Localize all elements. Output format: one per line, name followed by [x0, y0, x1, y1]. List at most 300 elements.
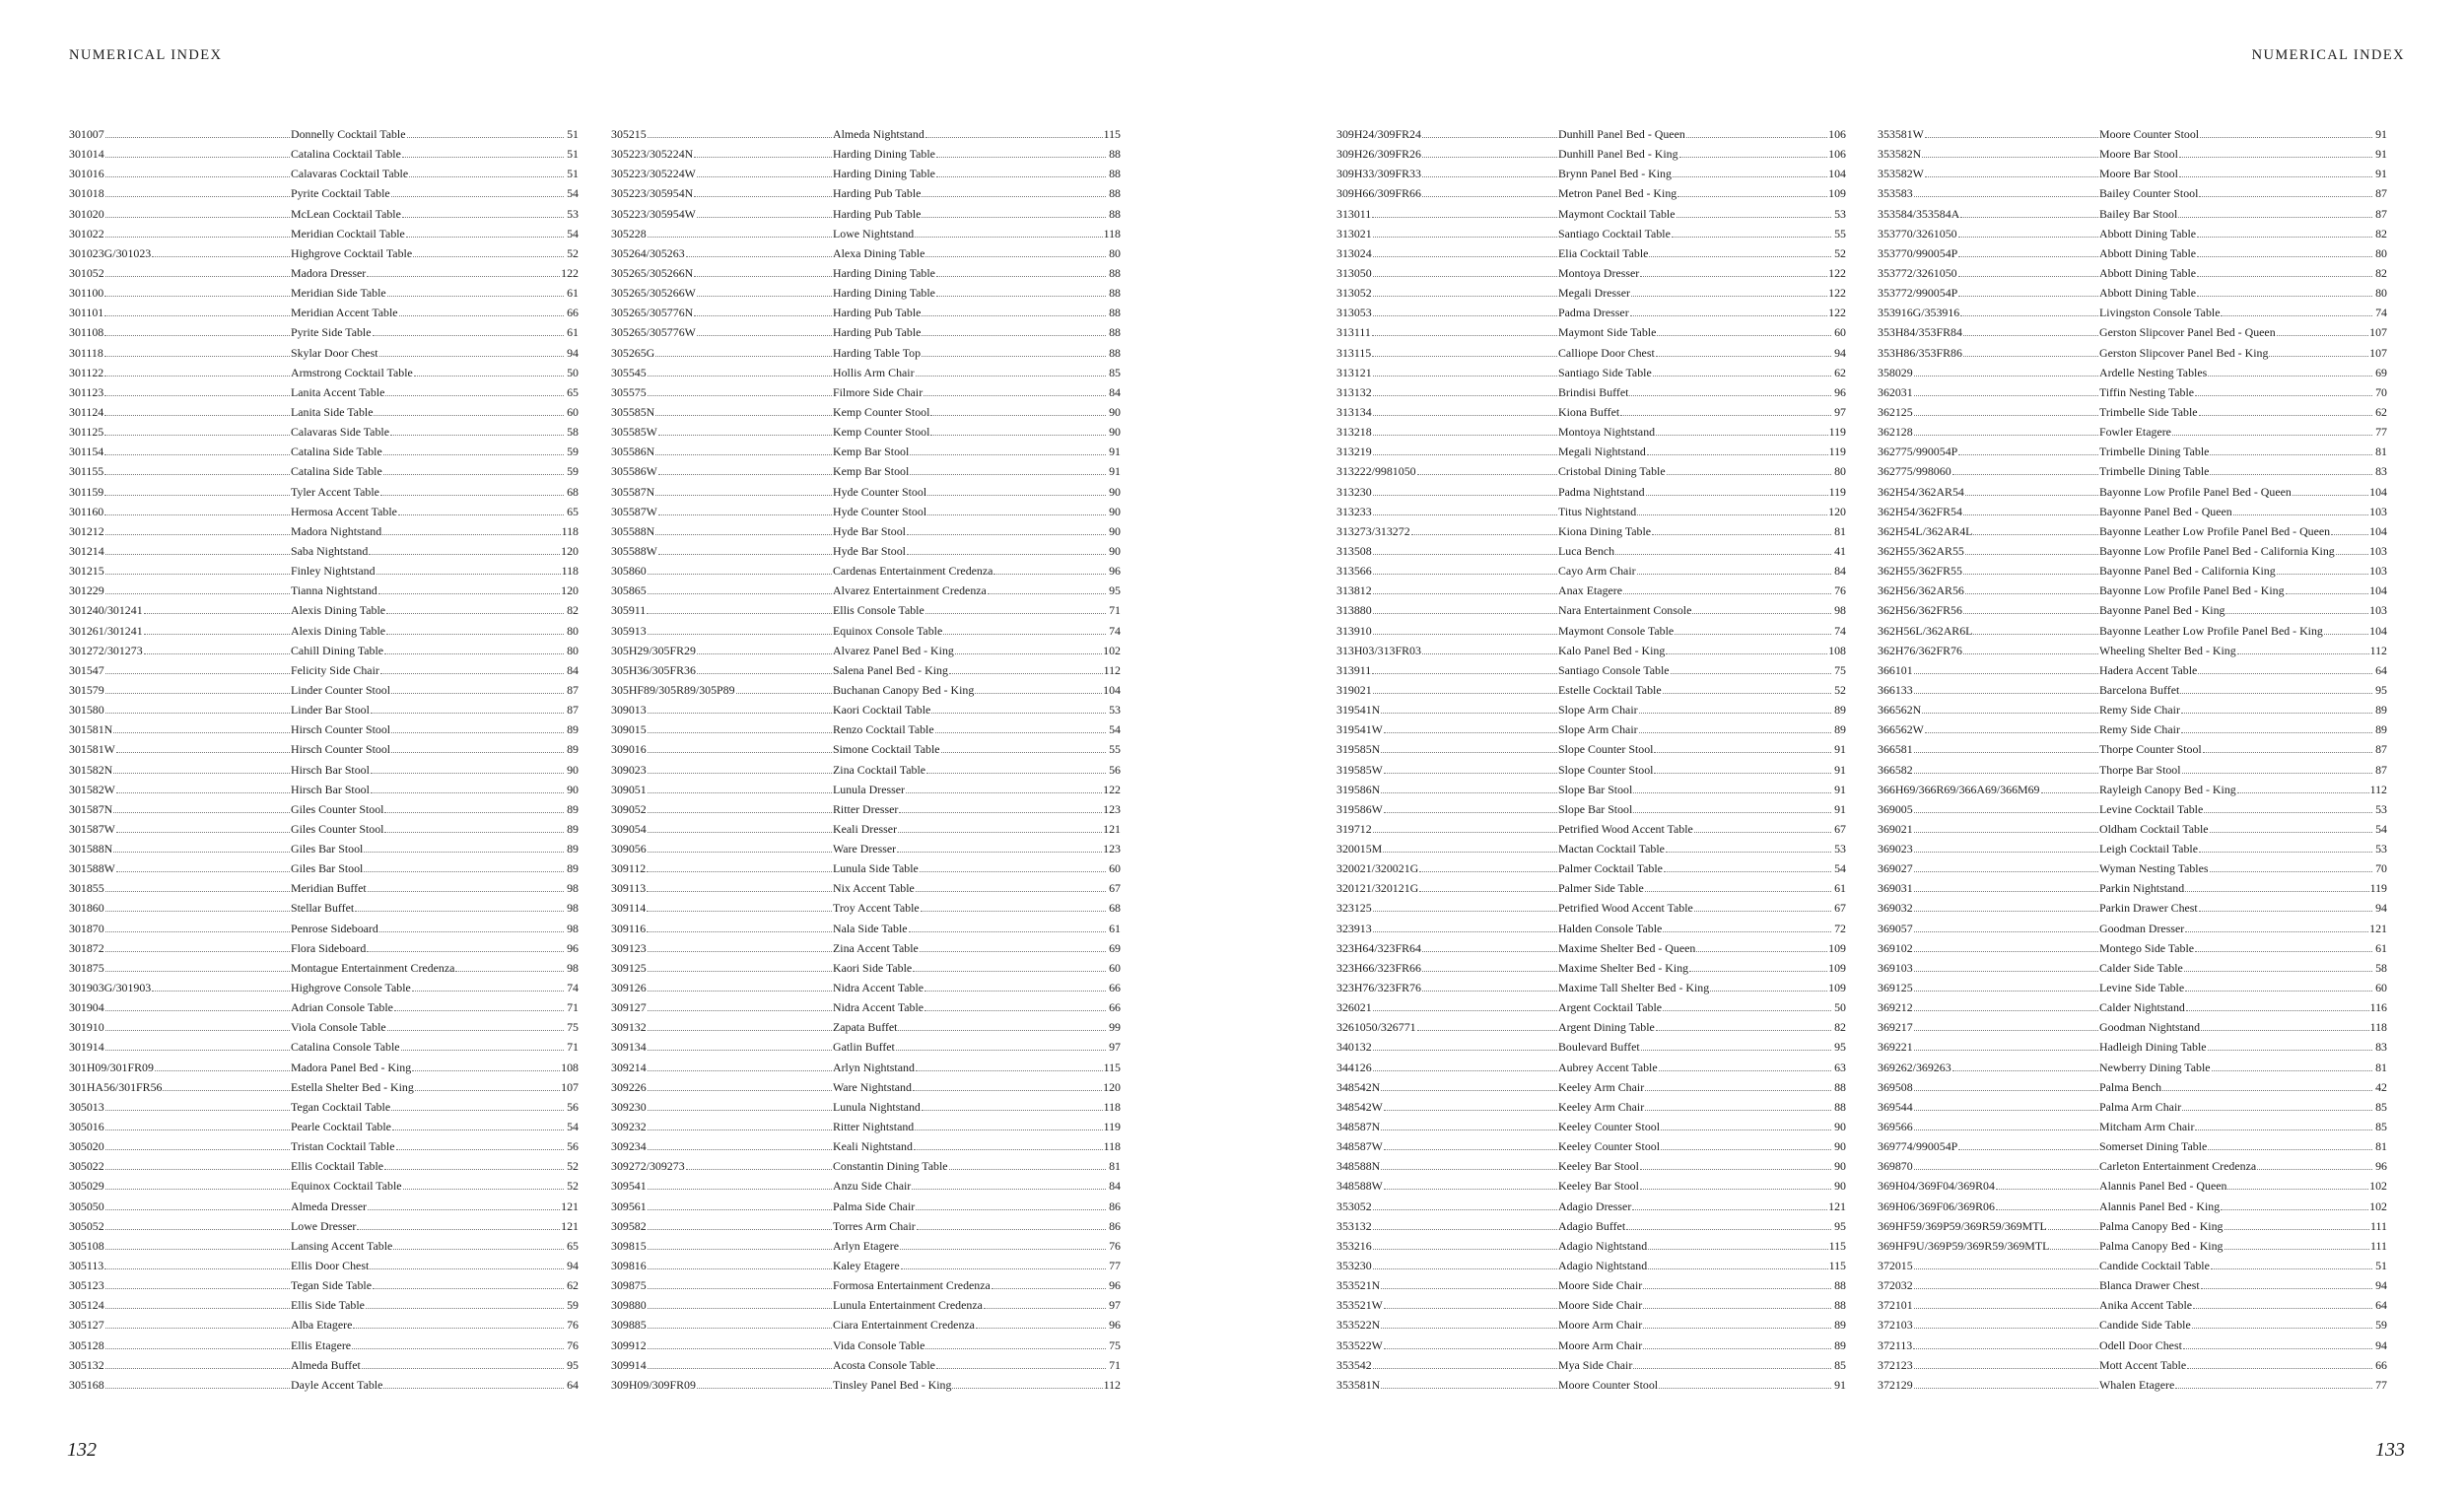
item-number: 319541N	[1336, 703, 1381, 718]
item-name: Moore Arm Chair	[1558, 1337, 1643, 1352]
page-reference: 89	[567, 742, 579, 757]
index-entry	[1878, 1355, 2387, 1375]
index-entry	[1336, 1156, 1846, 1176]
page-reference: 103	[2369, 543, 2387, 558]
item-name: Candide Side Table	[2099, 1318, 2191, 1333]
index-entry	[69, 1295, 579, 1315]
running-header-right: NUMERICAL INDEX	[2251, 47, 2405, 63]
dot-leader	[105, 919, 290, 932]
item-name: Equinox Cocktail Table	[291, 1179, 402, 1194]
item-number: 319585N	[1336, 742, 1381, 757]
index-entry	[69, 1037, 579, 1057]
dot-leader	[105, 224, 290, 238]
item-name: Harding Dining Table	[833, 286, 935, 301]
dot-leader	[105, 1236, 290, 1250]
index-entry	[1336, 382, 1846, 402]
item-name: Gerston Slipcover Panel Bed - Queen	[2099, 325, 2276, 340]
item-name: Hirsch Bar Stool	[291, 782, 370, 796]
dot-leader	[1381, 739, 1557, 753]
dot-leader	[1914, 898, 2098, 912]
dot-leader	[2185, 919, 2368, 932]
item-number: 301903G/301903	[69, 981, 152, 995]
dot-leader	[1633, 780, 1831, 793]
item-number: 305264/305263	[611, 245, 685, 260]
item-number: 372123	[1878, 1357, 1913, 1372]
dot-leader	[104, 502, 290, 515]
item-number: 366562N	[1878, 703, 1922, 718]
item-number: 309016	[611, 742, 647, 757]
dot-leader	[362, 1355, 564, 1369]
dot-leader	[1373, 600, 1557, 614]
page-reference: 118	[1103, 1139, 1121, 1154]
dot-leader	[1640, 1176, 1831, 1190]
dot-leader	[988, 581, 1106, 594]
item-number: 313024	[1336, 245, 1372, 260]
item-number: 362H76/362FR76	[1878, 643, 1962, 657]
page-reference: 91	[2375, 167, 2387, 181]
dot-leader	[648, 1037, 832, 1051]
page-reference: 102	[2369, 1198, 2387, 1213]
dot-leader	[2181, 719, 2372, 733]
item-number: 305108	[69, 1238, 104, 1253]
index-entry	[611, 561, 1121, 581]
dot-leader	[648, 1017, 832, 1031]
item-name: Hyde Bar Stool	[833, 523, 906, 538]
item-name: Alba Etagere	[291, 1318, 353, 1333]
item-name: Brindisi Buffet	[1558, 384, 1629, 399]
dot-leader	[1965, 482, 2098, 496]
index-entry	[69, 164, 579, 183]
dot-leader	[1963, 600, 2098, 614]
item-name: Skylar Door Chest	[291, 345, 378, 360]
dot-leader	[1952, 1058, 2098, 1071]
dot-leader	[367, 263, 560, 277]
dot-leader	[2179, 144, 2372, 158]
dot-leader	[1637, 502, 1827, 515]
item-name: Madora Dresser	[291, 265, 367, 280]
item-number: 305223/305224N	[611, 147, 694, 162]
dot-leader	[1914, 938, 2098, 952]
item-name: Santiago Side Table	[1558, 365, 1652, 379]
item-name: Calavaras Cocktail Table	[291, 167, 409, 181]
item-number: 309541	[611, 1179, 647, 1194]
item-name: Oldham Cocktail Table	[2099, 821, 2209, 836]
index-entry	[1878, 621, 2387, 641]
index-entry	[1336, 144, 1846, 164]
item-name: Ciara Entertainment Credenza	[833, 1318, 975, 1333]
item-number: 362H56/362FR56	[1878, 603, 1962, 618]
item-name: Cahill Dining Table	[291, 643, 384, 657]
page-reference: 54	[2375, 821, 2387, 836]
item-number: 301581W	[69, 742, 115, 757]
item-name: Gerston Slipcover Panel Bed - King	[2099, 345, 2269, 360]
item-number: 362125	[1878, 404, 1913, 419]
page-reference: 58	[567, 425, 579, 440]
dot-leader	[896, 1037, 1106, 1051]
dot-leader	[1914, 1017, 2098, 1031]
dot-leader	[1381, 1275, 1557, 1289]
dot-leader	[912, 1176, 1106, 1190]
item-name: Palma Side Chair	[833, 1198, 916, 1213]
item-name: Palma Arm Chair	[2099, 1099, 2182, 1114]
index-entry	[1878, 363, 2387, 382]
dot-leader	[1694, 819, 1831, 833]
index-entry	[1336, 739, 1846, 759]
index-entry	[69, 660, 579, 680]
item-number: 309126	[611, 981, 647, 995]
dot-leader	[2187, 1355, 2372, 1369]
dot-leader	[924, 978, 1106, 992]
item-number: 305123	[69, 1278, 104, 1293]
index-entry	[1878, 898, 2387, 918]
page-reference: 61	[567, 325, 579, 340]
dot-leader	[1372, 204, 1557, 218]
page-reference: 90	[1109, 404, 1121, 419]
index-column-2	[611, 124, 1121, 1395]
dot-leader	[1641, 1037, 1831, 1051]
dot-leader	[105, 183, 290, 197]
page-reference: 108	[561, 1060, 579, 1074]
index-entry	[1336, 858, 1846, 878]
dot-leader	[1422, 641, 1557, 654]
item-number: 301014	[69, 147, 104, 162]
index-entry	[1878, 1097, 2387, 1117]
page-reference: 60	[567, 404, 579, 419]
dot-leader	[105, 660, 290, 674]
index-entry	[1336, 561, 1846, 581]
item-name: Titus Nightstand	[1558, 504, 1637, 518]
item-name: Pyrite Side Table	[291, 325, 372, 340]
item-name: Madora Panel Bed - King	[291, 1060, 412, 1074]
dot-leader	[2050, 1236, 2098, 1250]
dot-leader	[910, 461, 1106, 475]
dot-leader	[1914, 997, 2098, 1011]
item-number: 301914	[69, 1040, 104, 1055]
dot-leader	[105, 1197, 290, 1210]
item-number: 305168	[69, 1377, 104, 1392]
index-entry	[69, 204, 579, 224]
page-reference: 54	[567, 1120, 579, 1134]
index-entry	[1878, 402, 2387, 422]
item-number: 353582W	[1878, 167, 1924, 181]
index-entry	[1878, 780, 2387, 799]
dot-leader	[697, 322, 832, 336]
page-reference: 59	[567, 464, 579, 479]
item-number: 3261050/326771	[1336, 1020, 1416, 1035]
item-number: 309023	[611, 762, 647, 777]
item-number: 369221	[1878, 1040, 1913, 1055]
item-name: Brynn Panel Bed - King	[1558, 167, 1672, 181]
index-entry	[611, 839, 1121, 858]
index-entry	[1878, 1037, 2387, 1057]
item-name: Parkin Nightstand	[2099, 881, 2185, 896]
index-entry	[611, 1335, 1121, 1355]
item-number: 369774/990054P	[1878, 1139, 1958, 1154]
item-name: Harding Dining Table	[833, 167, 935, 181]
item-number: 362H56/362AR56	[1878, 583, 1964, 598]
index-entry	[1336, 978, 1846, 997]
item-name: Nala Side Table	[833, 921, 908, 935]
page-reference: 68	[567, 484, 579, 499]
dot-leader	[371, 700, 564, 714]
dot-leader	[370, 1256, 564, 1269]
page-reference: 53	[1109, 703, 1121, 718]
page-reference: 90	[1834, 1120, 1846, 1134]
page-reference: 115	[1828, 1259, 1846, 1273]
page-reference: 67	[1834, 901, 1846, 916]
item-number: 301588N	[69, 842, 113, 856]
item-name: Moore Counter Stool	[1558, 1377, 1659, 1392]
dot-leader	[648, 561, 832, 575]
dot-leader	[1422, 144, 1557, 158]
dot-leader	[104, 322, 290, 336]
item-number: 323H66/323FR66	[1336, 960, 1421, 975]
index-entry	[611, 541, 1121, 561]
dot-leader	[648, 382, 832, 396]
page-reference: 54	[567, 226, 579, 240]
item-number: 305013	[69, 1099, 104, 1114]
dot-leader	[1914, 1275, 2098, 1289]
dot-leader	[1958, 243, 2098, 257]
item-name: Linder Counter Stool	[291, 682, 391, 697]
dot-leader	[402, 144, 564, 158]
dot-leader	[648, 124, 832, 138]
item-name: Bayonne Panel Bed - California King	[2099, 564, 2276, 579]
page-reference: 53	[567, 206, 579, 221]
item-number: 348542N	[1336, 1079, 1381, 1094]
dot-leader	[936, 263, 1106, 277]
dot-leader	[648, 1136, 832, 1150]
dot-leader	[113, 719, 290, 733]
dot-leader	[383, 461, 564, 475]
item-name: Calder Nightstand	[2099, 1000, 2185, 1015]
dot-leader	[407, 124, 564, 138]
item-name: Abbott Dining Table	[2099, 265, 2197, 280]
dot-leader	[2201, 1275, 2372, 1289]
page-reference: 118	[2369, 1020, 2387, 1035]
dot-leader	[364, 858, 564, 872]
dot-leader	[1639, 700, 1831, 714]
dot-leader	[1422, 164, 1557, 177]
dot-leader	[648, 621, 832, 635]
dot-leader	[415, 1077, 560, 1091]
dot-leader	[926, 760, 1106, 774]
page-reference: 112	[2369, 782, 2387, 796]
item-name: Aubrey Accent Table	[1558, 1060, 1658, 1074]
dot-leader	[391, 183, 564, 197]
item-name: Giles Bar Stool	[291, 842, 364, 856]
item-number: 319586N	[1336, 782, 1381, 796]
index-entry	[611, 183, 1121, 203]
item-name: Mitcham Arm Chair	[2099, 1120, 2195, 1134]
index-entry	[69, 858, 579, 878]
item-number: 369H06/369F06/369R06	[1878, 1198, 1995, 1213]
item-name: Kemp Bar Stool	[833, 445, 910, 459]
dot-leader	[2185, 978, 2372, 992]
item-name: Kalo Panel Bed - King	[1558, 643, 1666, 657]
page-reference: 89	[2375, 703, 2387, 718]
dot-leader	[391, 719, 564, 733]
dot-leader	[386, 600, 564, 614]
item-name: Argent Cocktail Table	[1558, 1000, 1663, 1015]
page-reference: 54	[1834, 861, 1846, 876]
index-entry	[1878, 700, 2387, 719]
dot-leader	[2197, 243, 2372, 257]
dot-leader	[1417, 1017, 1557, 1031]
page-reference: 94	[567, 345, 579, 360]
page-reference: 96	[1834, 384, 1846, 399]
item-number: 305228	[611, 226, 647, 240]
page-reference: 81	[1834, 523, 1846, 538]
dot-leader	[1639, 719, 1831, 733]
page-reference: 88	[1109, 306, 1121, 320]
item-number: 313218	[1336, 425, 1372, 440]
index-entry	[69, 482, 579, 502]
dot-leader	[1373, 1216, 1557, 1230]
item-name: Slope Counter Stool	[1558, 762, 1654, 777]
item-name: Montague Entertainment Credenza	[291, 960, 455, 975]
dot-leader	[915, 224, 1102, 238]
dot-leader	[105, 1335, 290, 1349]
index-entry	[611, 1315, 1121, 1335]
dot-leader	[2193, 1295, 2372, 1309]
item-name: Giles Bar Stool	[291, 861, 364, 876]
dot-leader	[1710, 978, 1827, 992]
index-entry	[1336, 1058, 1846, 1077]
index-entry	[69, 799, 579, 819]
index-entry	[611, 1176, 1121, 1196]
index-entry	[1336, 600, 1846, 620]
page-reference: 71	[1109, 1357, 1121, 1372]
index-column-1	[69, 124, 579, 1395]
dot-leader	[648, 719, 832, 733]
item-name: Almeda Dresser	[291, 1198, 367, 1213]
index-entry	[69, 1236, 579, 1256]
index-entry	[1878, 581, 2387, 600]
item-name: Arlyn Nightstand	[833, 1060, 915, 1074]
index-entry	[1336, 660, 1846, 680]
dot-leader	[936, 164, 1106, 177]
index-entry	[1878, 660, 2387, 680]
dot-leader	[2277, 322, 2369, 336]
index-entry	[611, 1156, 1121, 1176]
item-number: 301579	[69, 682, 104, 697]
index-entry	[611, 898, 1121, 918]
item-number: 369102	[1878, 940, 1913, 955]
item-number: 358029	[1878, 365, 1913, 379]
page-reference: 85	[1109, 365, 1121, 379]
page-reference: 82	[2375, 265, 2387, 280]
dot-leader	[1637, 561, 1831, 575]
item-number: 301582N	[69, 762, 113, 777]
index-entry	[1336, 760, 1846, 780]
dot-leader	[2269, 343, 2368, 357]
item-number: 348542W	[1336, 1099, 1383, 1114]
dot-leader	[2175, 1375, 2372, 1389]
index-entry	[1878, 938, 2387, 958]
item-number: 305585N	[611, 404, 655, 419]
dot-leader	[1659, 1058, 1831, 1071]
dot-leader	[1958, 442, 2098, 455]
item-name: Lunula Nightstand	[833, 1099, 921, 1114]
dot-leader	[105, 581, 290, 594]
page-reference: 89	[567, 821, 579, 836]
item-number: 301154	[69, 445, 104, 459]
dot-leader	[694, 144, 832, 158]
item-name: Saba Nightstand	[291, 543, 369, 558]
page-number-left: 132	[67, 1439, 97, 1461]
item-number: 372113	[1878, 1337, 1913, 1352]
dot-leader	[648, 1236, 832, 1250]
index-entry	[1336, 183, 1846, 203]
item-number: 305586N	[611, 445, 655, 459]
page-reference: 91	[1109, 445, 1121, 459]
item-name: Kemp Counter Stool	[833, 404, 930, 419]
item-number: 301212	[69, 523, 104, 538]
page-reference: 83	[2375, 1040, 2387, 1055]
dot-leader	[648, 799, 832, 813]
page-reference: 56	[1109, 762, 1121, 777]
item-name: Cayo Arm Chair	[1558, 564, 1636, 579]
page-reference: 80	[2375, 245, 2387, 260]
item-name: Lunula Entertainment Credenza	[833, 1298, 983, 1313]
index-entry	[69, 303, 579, 322]
index-entry	[1336, 1236, 1846, 1256]
dot-leader	[2210, 442, 2372, 455]
dot-leader	[1643, 1295, 1831, 1309]
item-number: 366H69/366R69/366A69/366M69	[1878, 782, 2040, 796]
item-number: 362H56L/362AR6L	[1878, 623, 1973, 638]
item-name: Linder Bar Stool	[291, 703, 370, 718]
page-reference: 95	[1834, 1040, 1846, 1055]
dot-leader	[1996, 1197, 2098, 1210]
dot-leader	[366, 1295, 564, 1309]
dot-leader	[2221, 1197, 2368, 1210]
dot-leader	[144, 621, 290, 635]
index-entry	[611, 1136, 1121, 1156]
page-reference: 52	[567, 245, 579, 260]
item-name: Adrian Console Table	[291, 1000, 393, 1015]
index-entry	[1336, 1375, 1846, 1395]
page-reference: 90	[1834, 1179, 1846, 1194]
dot-leader	[104, 442, 290, 455]
item-name: Hollis Arm Chair	[833, 365, 915, 379]
index-entry	[1336, 1197, 1846, 1216]
index-entry	[1878, 541, 2387, 561]
item-name: Keeley Counter Stool	[1558, 1139, 1661, 1154]
dot-leader	[922, 343, 1106, 357]
dot-leader	[2197, 263, 2372, 277]
item-number: 305860	[611, 564, 647, 579]
page-reference: 52	[1834, 245, 1846, 260]
item-name: Troy Accent Table	[833, 901, 920, 916]
item-name: Abbott Dining Table	[2099, 286, 2197, 301]
page-reference: 75	[1834, 662, 1846, 677]
index-entry	[1878, 422, 2387, 442]
index-entry	[611, 1097, 1121, 1117]
item-name: Catalina Console Table	[291, 1040, 400, 1055]
page-reference: 118	[561, 564, 579, 579]
index-entry	[1878, 799, 2387, 819]
dot-leader	[913, 958, 1106, 972]
page-reference: 52	[567, 1159, 579, 1174]
item-name: Thorpe Counter Stool	[2099, 742, 2202, 757]
dot-leader	[1656, 343, 1831, 357]
dot-leader	[984, 1295, 1106, 1309]
dot-leader	[913, 1077, 1102, 1091]
dot-leader	[694, 303, 832, 316]
dot-leader	[1679, 144, 1828, 158]
